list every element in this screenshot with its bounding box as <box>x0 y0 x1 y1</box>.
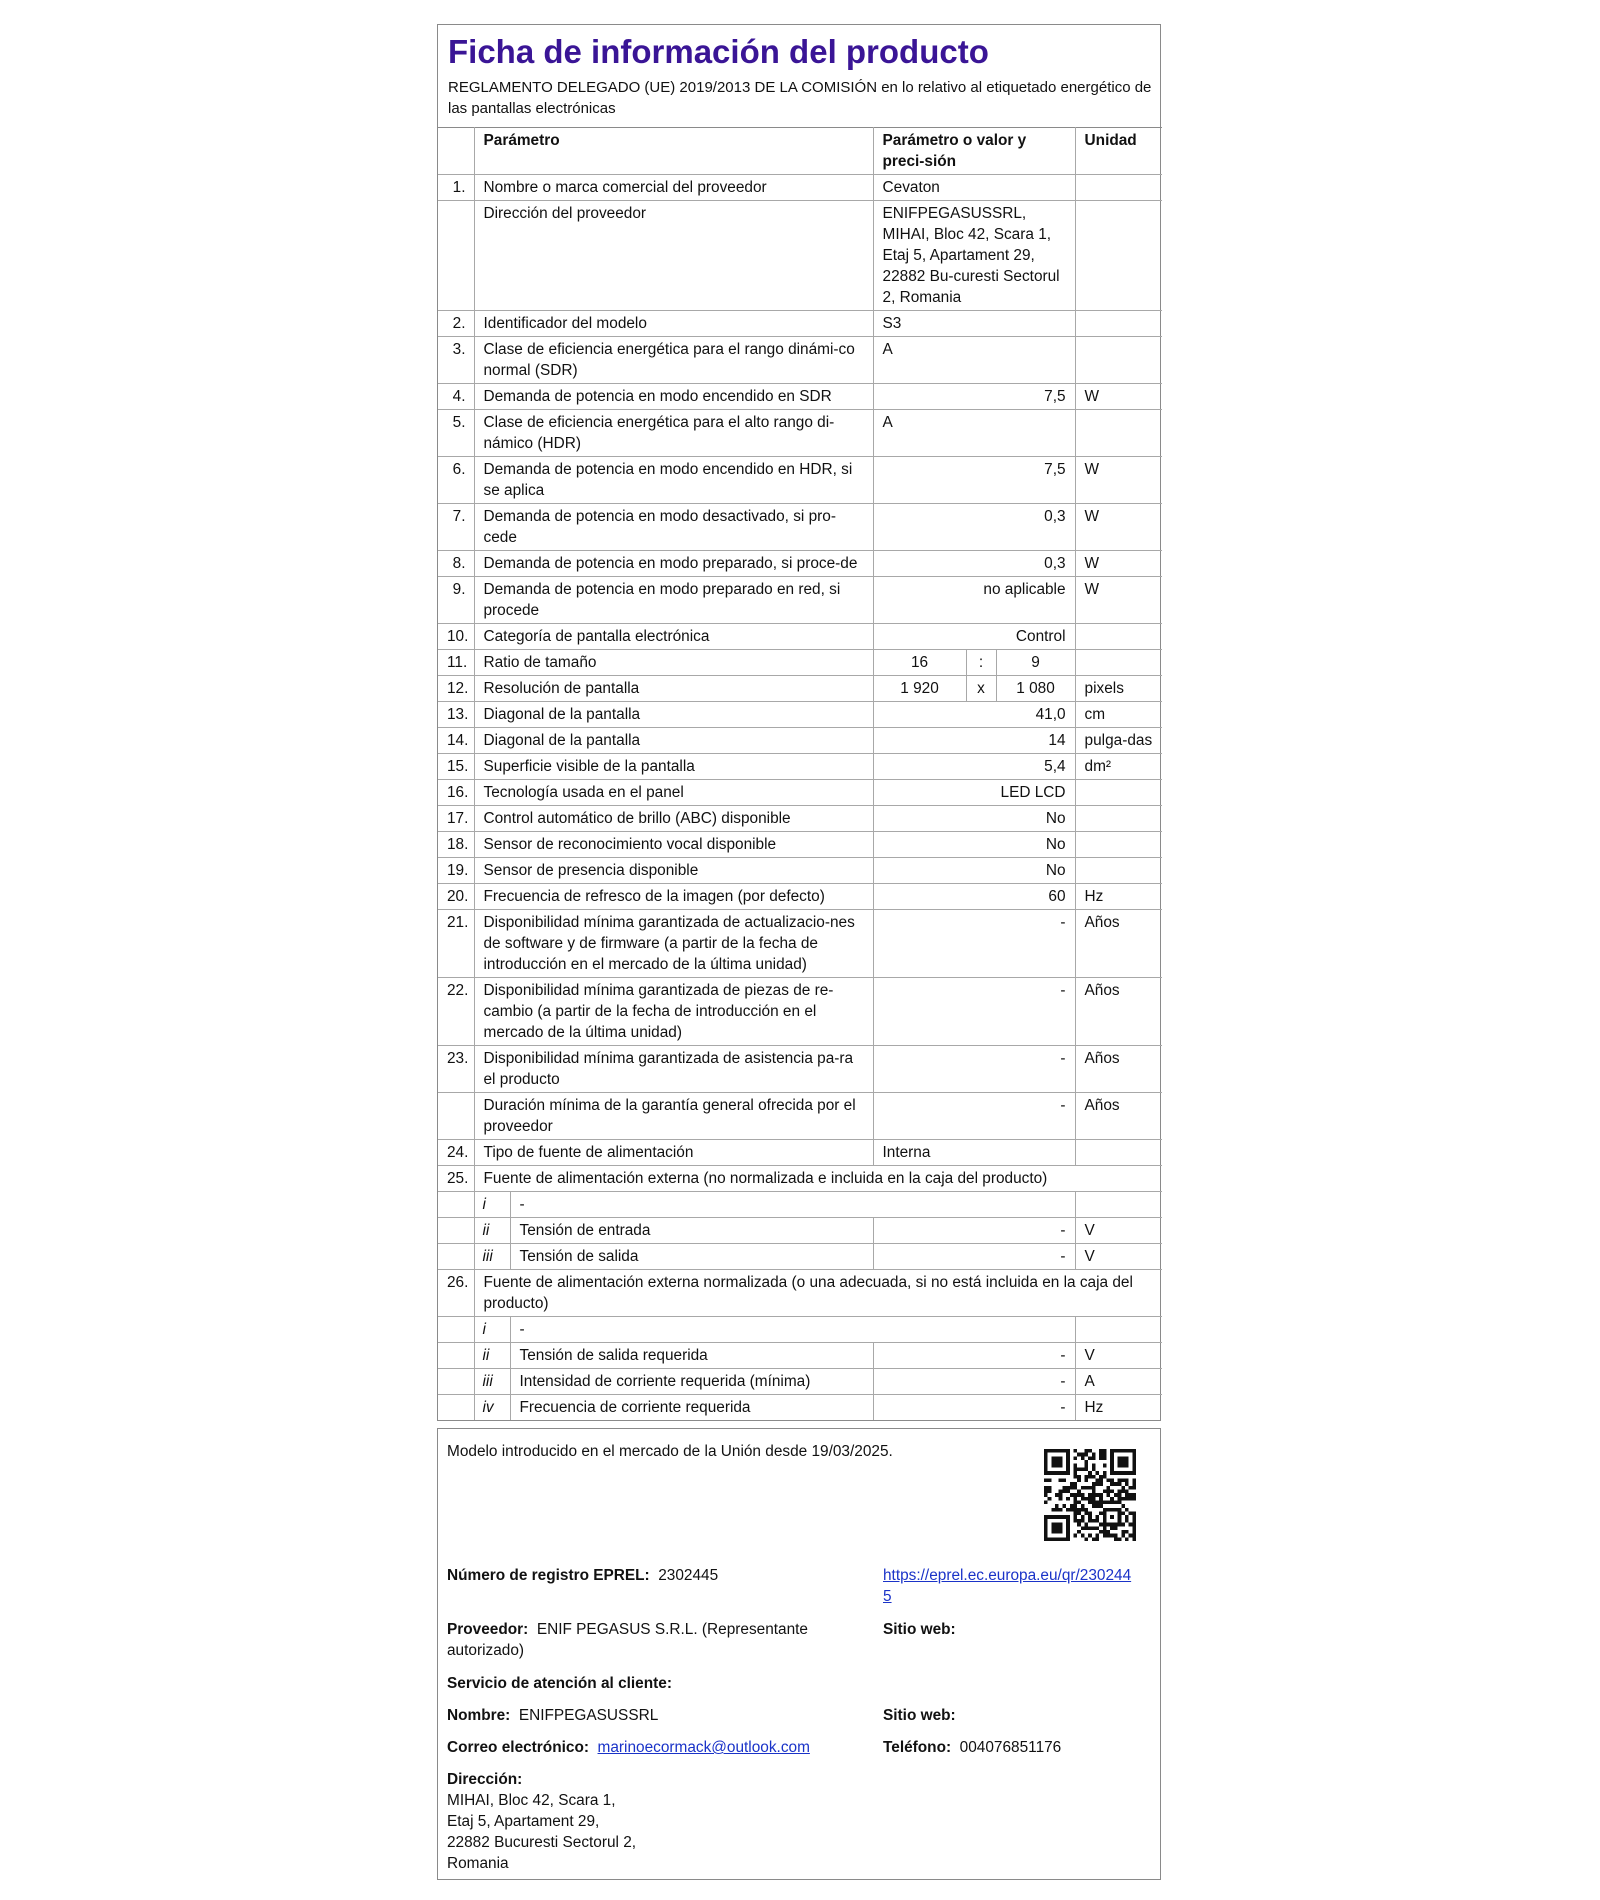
service-name-line <box>447 1705 658 1726</box>
row-parameter: Diagonal de la pantalla <box>474 728 873 754</box>
row-unit: pulga-das <box>1075 728 1162 754</box>
name-label: Nombre: <box>447 1707 511 1724</box>
row-value: No <box>873 858 1075 884</box>
table-row <box>438 504 1162 551</box>
row-value: - <box>873 1218 1075 1244</box>
row-unit <box>1075 175 1162 201</box>
table-row <box>438 624 1162 650</box>
name-value: ENIFPEGASUSSRL <box>518 1707 659 1724</box>
phone-value: 004076851176 <box>959 1739 1062 1756</box>
row-number: 8. <box>438 551 474 577</box>
supplier-value: ENIF PEGASUS S.R.L. (Representante autorizado) <box>447 1621 808 1659</box>
table-row <box>438 806 1162 832</box>
address-line: 22882 Bucuresti Sectorul 2, <box>447 1834 637 1851</box>
row-unit: V <box>1075 1218 1162 1244</box>
table-row <box>438 1317 1162 1343</box>
sub-index: ii <box>474 1218 510 1244</box>
row-unit: dm² <box>1075 754 1162 780</box>
sub-index: i <box>474 1192 510 1218</box>
psu-section-title: Fuente de alimentación externa normalizada (o una adecuada, si no está incluida en la caja del producto) <box>474 1270 1162 1317</box>
sub-index: iii <box>474 1369 510 1395</box>
table-row <box>438 1093 1162 1140</box>
row-value: Interna <box>873 1140 1075 1166</box>
row-value: A <box>873 410 1075 457</box>
row-parameter: Identificador del modelo <box>474 311 873 337</box>
row-unit: W <box>1075 457 1162 504</box>
row-parameter: Demanda de potencia en modo preparado en red, si procede <box>474 577 873 624</box>
table-row <box>438 457 1162 504</box>
row-value: - <box>873 1093 1075 1140</box>
row-number: 25. <box>438 1166 474 1192</box>
sub-index: ii <box>474 1343 510 1369</box>
spec-table <box>438 127 1162 1420</box>
table-row <box>438 551 1162 577</box>
row-unit: A <box>1075 1369 1162 1395</box>
row-unit <box>1075 650 1162 676</box>
table-row <box>438 1369 1162 1395</box>
row-number: 4. <box>438 384 474 410</box>
table-row <box>438 702 1162 728</box>
row-number <box>438 1192 474 1218</box>
sub-label: - <box>510 1192 1075 1218</box>
row-number <box>438 1093 474 1140</box>
row-number: 10. <box>438 624 474 650</box>
table-row <box>438 577 1162 624</box>
row-value: 7,5 <box>873 384 1075 410</box>
sub-label: Tensión de salida requerida <box>510 1343 873 1369</box>
page-title: Ficha de información del producto <box>448 33 989 70</box>
row-parameter: Disponibilidad mínima garantizada de piezas de re-cambio (a partir de la fecha de introducción en el mercado de la última unidad) <box>474 978 873 1046</box>
address-line: Etaj 5, Apartament 29, <box>447 1813 600 1830</box>
psu-section-title: Fuente de alimentación externa (no normalizada e incluida en la caja del producto) <box>474 1166 1162 1192</box>
sub-label: Tensión de salida <box>510 1244 873 1270</box>
row-parameter: Demanda de potencia en modo encendido en SDR <box>474 384 873 410</box>
row-number: 15. <box>438 754 474 780</box>
table-row <box>438 384 1162 410</box>
row-value: Control <box>873 624 1075 650</box>
sub-index: iv <box>474 1395 510 1421</box>
row-number: 21. <box>438 910 474 978</box>
row-parameter: Clase de eficiencia energética para el alto rango di-námico (HDR) <box>474 410 873 457</box>
table-row <box>438 650 1162 676</box>
row-value: 41,0 <box>873 702 1075 728</box>
row-parameter: Control automático de brillo (ABC) disponible <box>474 806 873 832</box>
row-value-separator: x <box>966 676 996 702</box>
sub-label: Intensidad de corriente requerida (mínima) <box>510 1369 873 1395</box>
row-number: 7. <box>438 504 474 551</box>
supplier-line <box>447 1619 883 1661</box>
phone-line <box>883 1737 1061 1758</box>
row-number: 24. <box>438 1140 474 1166</box>
row-unit <box>1075 311 1162 337</box>
table-row <box>438 676 1162 702</box>
row-number: 9. <box>438 577 474 624</box>
row-unit: W <box>1075 577 1162 624</box>
row-value: - <box>873 1244 1075 1270</box>
row-number: 18. <box>438 832 474 858</box>
table-row <box>438 175 1162 201</box>
row-unit <box>1075 1192 1162 1218</box>
table-row <box>438 910 1162 978</box>
row-number: 20. <box>438 884 474 910</box>
row-number: 14. <box>438 728 474 754</box>
row-number: 6. <box>438 457 474 504</box>
row-value-b: 9 <box>996 650 1075 676</box>
table-row <box>438 832 1162 858</box>
row-parameter: Sensor de reconocimiento vocal disponible <box>474 832 873 858</box>
eprel-label: Número de registro EPREL: <box>447 1567 650 1584</box>
row-unit <box>1075 1317 1162 1343</box>
table-row <box>438 1140 1162 1166</box>
row-unit: W <box>1075 384 1162 410</box>
table-row <box>438 858 1162 884</box>
table-row <box>438 410 1162 457</box>
supplier-website-label: Sitio web: <box>883 1621 956 1638</box>
row-parameter: Tipo de fuente de alimentación <box>474 1140 873 1166</box>
eprel-registration <box>447 1565 718 1586</box>
row-unit: Hz <box>1075 884 1162 910</box>
table-row <box>438 780 1162 806</box>
table-row <box>438 1343 1162 1369</box>
email-link[interactable]: marinoecormack@outlook.com <box>597 1739 810 1756</box>
table-row <box>438 201 1162 311</box>
row-number <box>438 1244 474 1270</box>
address-label: Dirección: <box>447 1771 523 1788</box>
row-value: ENIFPEGASUSSRL, MIHAI, Bloc 42, Scara 1, Etaj 5, Apartament 29, 22882 Bu-curesti Sectorul 2, Romania <box>873 201 1075 311</box>
row-parameter: Tecnología usada en el panel <box>474 780 873 806</box>
row-value: - <box>873 978 1075 1046</box>
row-number: 1. <box>438 175 474 201</box>
table-row <box>438 337 1162 384</box>
address-block <box>447 1769 636 1874</box>
row-unit: W <box>1075 551 1162 577</box>
row-unit <box>1075 624 1162 650</box>
table-row <box>438 754 1162 780</box>
row-number: 12. <box>438 676 474 702</box>
header-num-cell <box>438 128 474 175</box>
row-value-separator: : <box>966 650 996 676</box>
table-row <box>438 1166 1162 1192</box>
row-number: 16. <box>438 780 474 806</box>
row-value: 5,4 <box>873 754 1075 780</box>
row-value: - <box>873 1369 1075 1395</box>
row-unit: V <box>1075 1343 1162 1369</box>
row-number: 26. <box>438 1270 474 1317</box>
table-row <box>438 1395 1162 1421</box>
row-parameter: Clase de eficiencia energética para el rango dinámi-co normal (SDR) <box>474 337 873 384</box>
row-unit <box>1075 1140 1162 1166</box>
address-line: MIHAI, Bloc 42, Scara 1, <box>447 1792 616 1809</box>
header-parameter: Parámetro <box>474 128 873 175</box>
header-value: Parámetro o valor y preci-sión <box>873 128 1075 175</box>
row-unit: Años <box>1075 1046 1162 1093</box>
row-parameter: Demanda de potencia en modo preparado, si proce-de <box>474 551 873 577</box>
row-value: 0,3 <box>873 504 1075 551</box>
row-number: 23. <box>438 1046 474 1093</box>
row-parameter: Diagonal de la pantalla <box>474 702 873 728</box>
row-number: 2. <box>438 311 474 337</box>
row-value-a: 16 <box>873 650 966 676</box>
row-number <box>438 1369 474 1395</box>
phone-label: Teléfono: <box>883 1739 952 1756</box>
sub-index: iii <box>474 1244 510 1270</box>
row-unit <box>1075 201 1162 311</box>
row-unit: Años <box>1075 978 1162 1046</box>
customer-service-label: Servicio de atención al cliente: <box>447 1675 672 1692</box>
eprel-link-wrap <box>883 1565 1133 1607</box>
footer-info <box>437 1428 1161 1880</box>
row-unit <box>1075 832 1162 858</box>
address-line: Romania <box>447 1855 509 1872</box>
table-row <box>438 884 1162 910</box>
table-row <box>438 1192 1162 1218</box>
table-row <box>438 1218 1162 1244</box>
sub-index: i <box>474 1317 510 1343</box>
table-header-row <box>438 128 1162 175</box>
row-unit: W <box>1075 504 1162 551</box>
qr-code-icon <box>1044 1449 1136 1541</box>
sub-label: - <box>510 1317 1075 1343</box>
row-number <box>438 1395 474 1421</box>
row-unit <box>1075 806 1162 832</box>
row-value: - <box>873 1395 1075 1421</box>
header-unit: Unidad <box>1075 128 1162 175</box>
row-value: no aplicable <box>873 577 1075 624</box>
row-value: 7,5 <box>873 457 1075 504</box>
row-value-b: 1 080 <box>996 676 1075 702</box>
row-parameter: Frecuencia de refresco de la imagen (por defecto) <box>474 884 873 910</box>
regulation-text: REGLAMENTO DELEGADO (UE) 2019/2013 DE LA COMISIÓN en lo relativo al etiquetado energético de las pantallas electrónicas <box>448 79 1152 117</box>
sub-label: Frecuencia de corriente requerida <box>510 1395 873 1421</box>
row-unit: Años <box>1075 1093 1162 1140</box>
table-row <box>438 728 1162 754</box>
row-unit <box>1075 780 1162 806</box>
row-value: - <box>873 1046 1075 1093</box>
table-row <box>438 978 1162 1046</box>
row-unit <box>1075 858 1162 884</box>
row-parameter: Ratio de tamaño <box>474 650 873 676</box>
table-row <box>438 1244 1162 1270</box>
row-value: 14 <box>873 728 1075 754</box>
row-number: 22. <box>438 978 474 1046</box>
row-unit: pixels <box>1075 676 1162 702</box>
row-parameter: Disponibilidad mínima garantizada de asistencia pa-ra el producto <box>474 1046 873 1093</box>
row-parameter: Demanda de potencia en modo encendido en HDR, si se aplica <box>474 457 873 504</box>
row-parameter: Superficie visible de la pantalla <box>474 754 873 780</box>
row-unit: cm <box>1075 702 1162 728</box>
table-row <box>438 311 1162 337</box>
table-row <box>438 1270 1162 1317</box>
row-value: Cevaton <box>873 175 1075 201</box>
row-unit: V <box>1075 1244 1162 1270</box>
row-parameter: Sensor de presencia disponible <box>474 858 873 884</box>
service-website-label: Sitio web: <box>883 1707 956 1724</box>
row-unit <box>1075 337 1162 384</box>
row-parameter: Dirección del proveedor <box>474 201 873 311</box>
row-number <box>438 201 474 311</box>
row-value: No <box>873 806 1075 832</box>
row-value: LED LCD <box>873 780 1075 806</box>
row-value: S3 <box>873 311 1075 337</box>
row-value: 0,3 <box>873 551 1075 577</box>
row-number: 5. <box>438 410 474 457</box>
row-parameter: Duración mínima de la garantía general ofrecida por el proveedor <box>474 1093 873 1140</box>
row-number <box>438 1218 474 1244</box>
row-value: - <box>873 1343 1075 1369</box>
row-unit: Años <box>1075 910 1162 978</box>
row-number: 3. <box>438 337 474 384</box>
sub-label: Tensión de entrada <box>510 1218 873 1244</box>
row-value: A <box>873 337 1075 384</box>
product-info-sheet <box>437 24 1161 1421</box>
row-parameter: Demanda de potencia en modo desactivado, si pro-cede <box>474 504 873 551</box>
row-parameter: Resolución de pantalla <box>474 676 873 702</box>
row-parameter: Nombre o marca comercial del proveedor <box>474 175 873 201</box>
row-unit: Hz <box>1075 1395 1162 1421</box>
email-line <box>447 1737 810 1758</box>
supplier-label: Proveedor: <box>447 1621 529 1638</box>
row-parameter: Categoría de pantalla electrónica <box>474 624 873 650</box>
row-parameter: Disponibilidad mínima garantizada de actualizacio-nes de software y de firmware (a partir de la fecha de introducción en el mercado de la última unidad) <box>474 910 873 978</box>
email-label: Correo electrónico: <box>447 1739 589 1756</box>
eprel-value: 2302445 <box>658 1567 719 1584</box>
row-value-a: 1 920 <box>873 676 966 702</box>
row-unit <box>1075 410 1162 457</box>
row-value: 60 <box>873 884 1075 910</box>
row-number: 17. <box>438 806 474 832</box>
market-date-text: Modelo introducido en el mercado de la Unión desde 19/03/2025. <box>447 1443 893 1460</box>
row-number <box>438 1317 474 1343</box>
row-value: - <box>873 910 1075 978</box>
sheet-header <box>438 25 1160 127</box>
table-row <box>438 1046 1162 1093</box>
eprel-link[interactable]: https://eprel.ec.europa.eu/qr/2302445 <box>883 1567 1132 1605</box>
row-number: 11. <box>438 650 474 676</box>
row-number <box>438 1343 474 1369</box>
row-number: 13. <box>438 702 474 728</box>
row-number: 19. <box>438 858 474 884</box>
row-value: No <box>873 832 1075 858</box>
